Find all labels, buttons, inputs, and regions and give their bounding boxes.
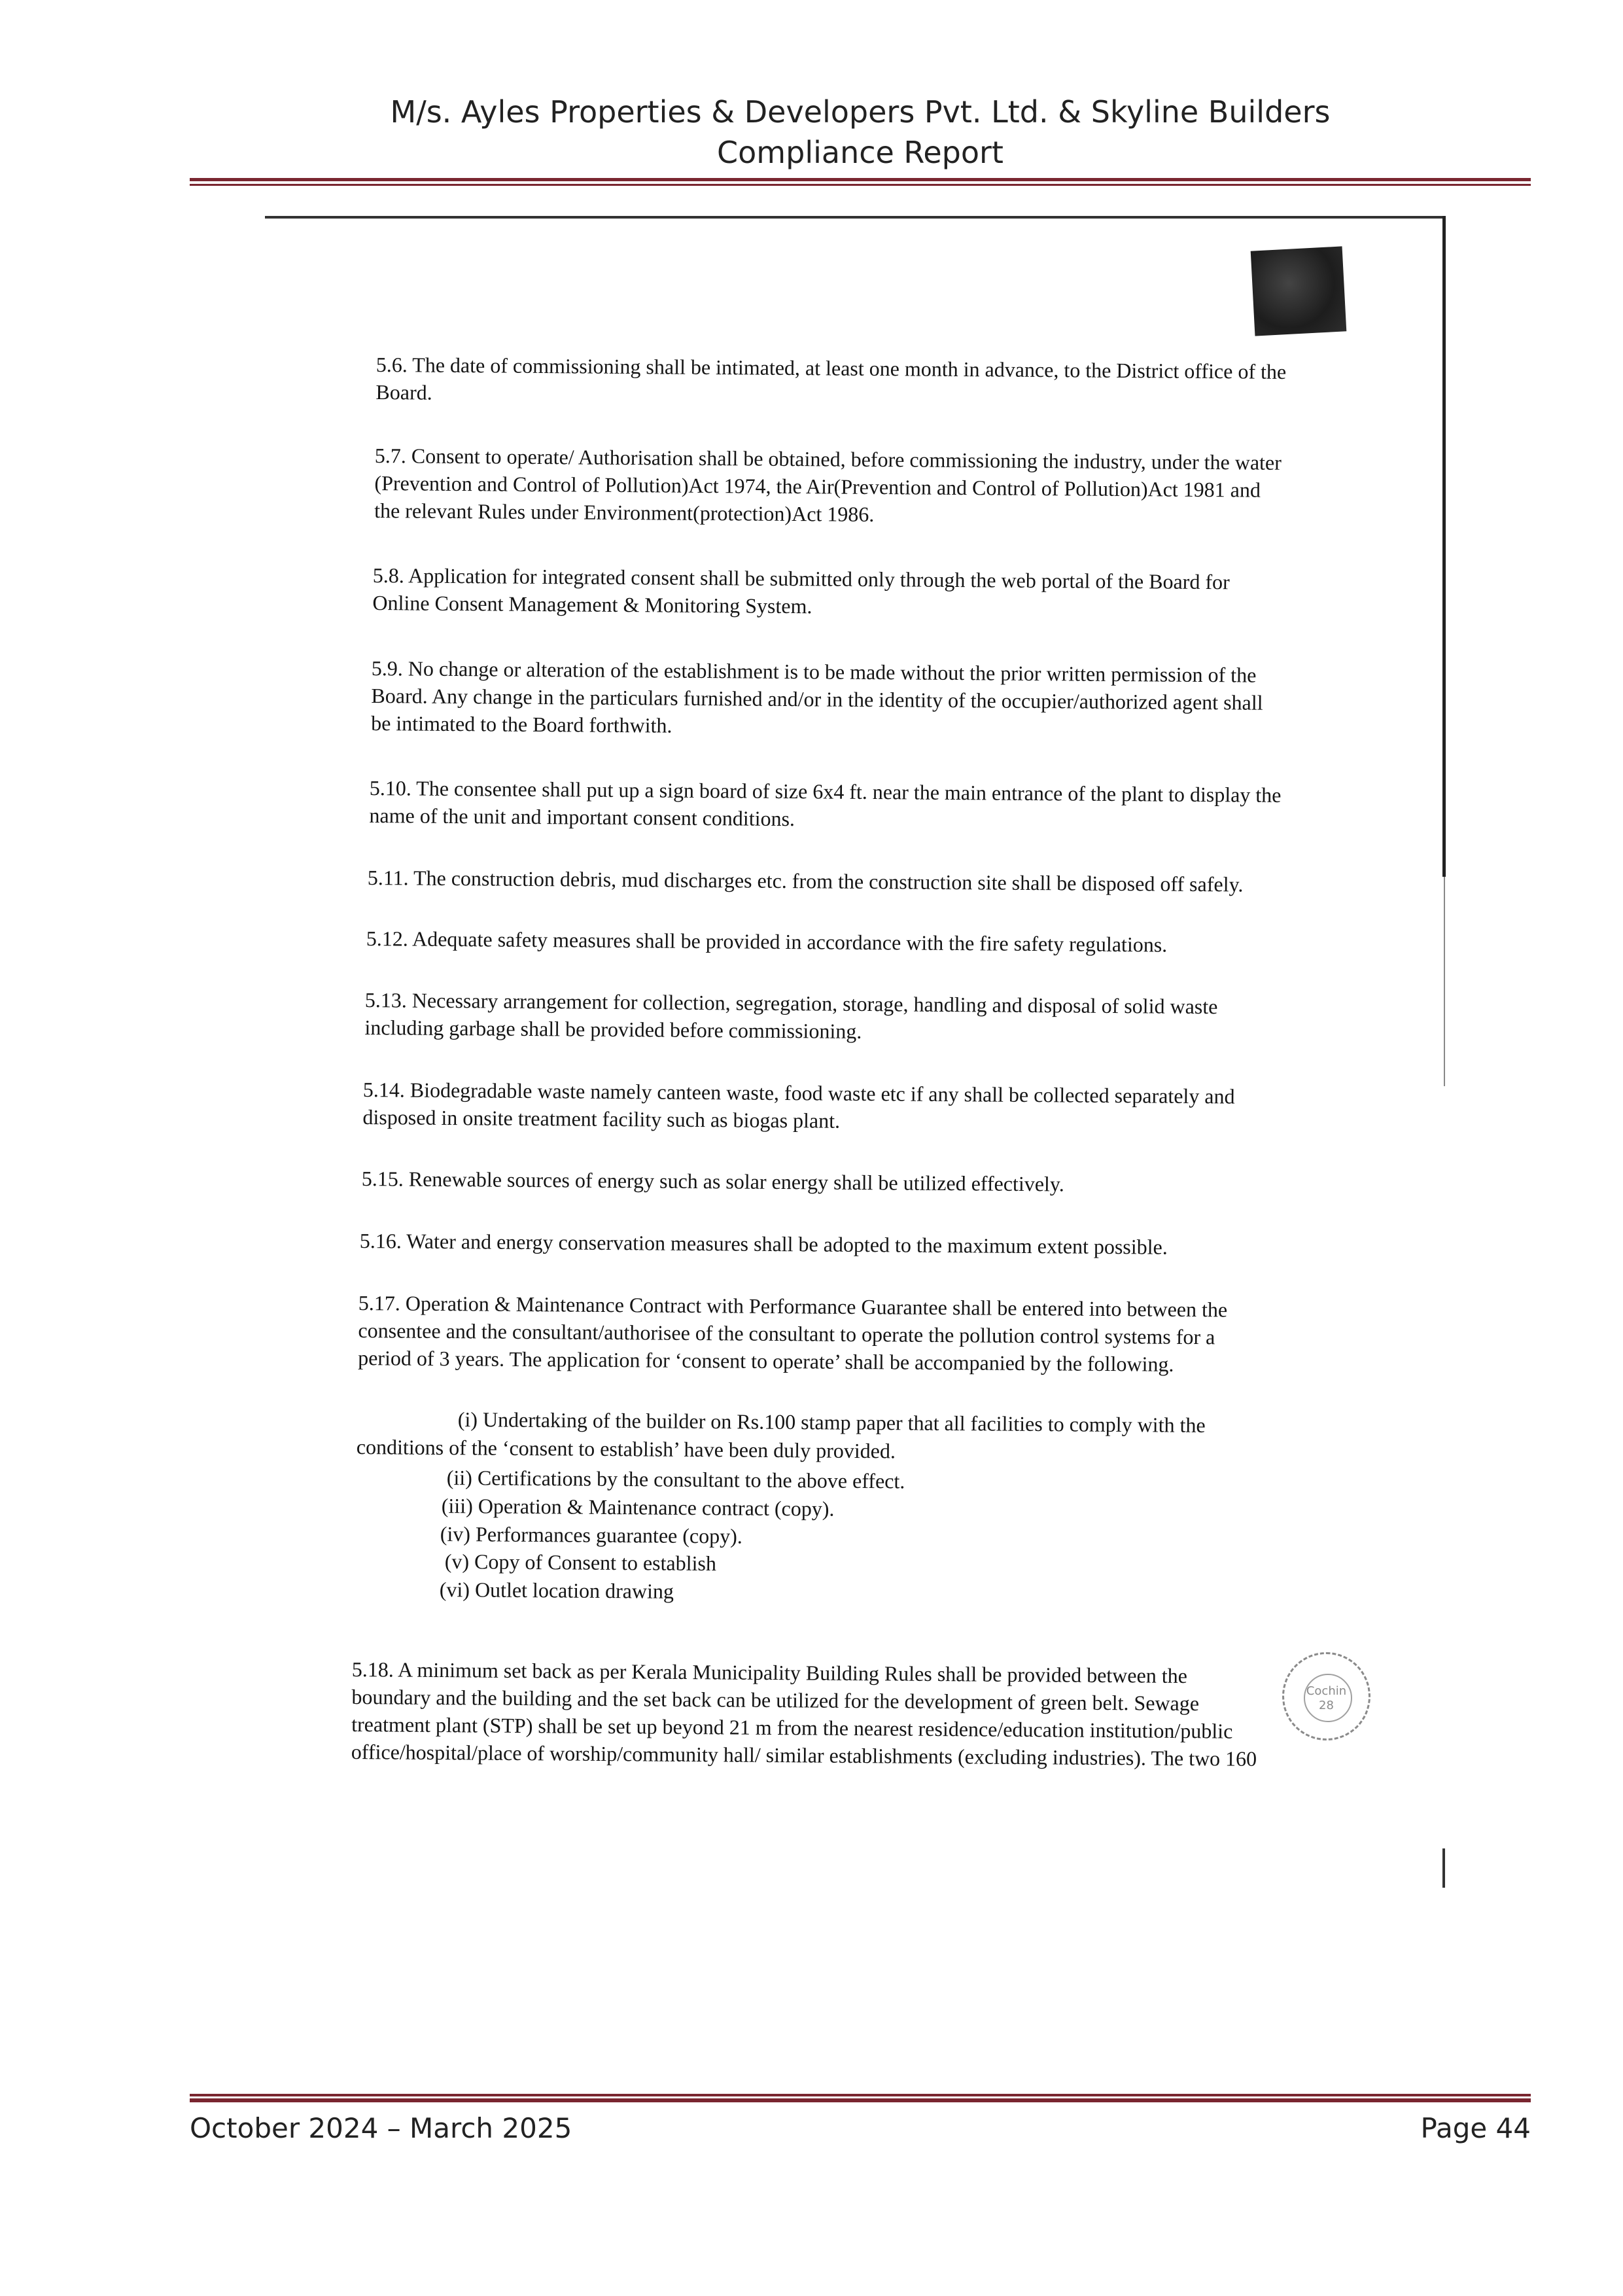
report-title: Compliance Report: [717, 135, 1003, 170]
condition-5-11: 5.11. The construction debris, mud discharges etc. from the construction site shall be disposed off safely.: [367, 865, 1244, 896]
condition-5-17: 5.17. Operation & Maintenance Contract with Performance Guarantee shall be entered into between the consentee and the consultant/authorisee of the consultant to operate the pollution control systems for a period of 3 years. The application for ‘consent to operate’ shall be accompanied by the following.: [358, 1290, 1228, 1376]
condition-5-9: 5.9. No change or alteration of the establishment is to be made without the prior written permission of the Board. Any change in the particulars furnished and/or in the identity of the occupier/authorized agent shall be intimated to the Board forthwith.: [371, 656, 1263, 737]
header-rule-thin: [190, 184, 1531, 186]
condition-5-6: 5.6. The date of commissioning shall be intimated, at least one month in advance, to the District office of the Board.: [375, 352, 1287, 404]
report-header: [190, 92, 1531, 173]
scan-border-right-faint: [1444, 877, 1445, 1086]
scanned-page: [265, 216, 1452, 1930]
condition-5-16: 5.16. Water and energy conservation measures shall be adopted to the maximum extent possible.: [359, 1228, 1168, 1259]
page-number: Page 44: [1420, 2112, 1531, 2144]
sub-item-iii: (iii) Operation & Maintenance contract (copy).: [441, 1494, 835, 1521]
pollution-board-stamp: Cochin 28: [1282, 1652, 1370, 1740]
header-rule-thick: [190, 178, 1531, 181]
sub-item-iv: (iv) Performances guarantee (copy).: [440, 1522, 742, 1548]
scan-border-right: [1442, 216, 1446, 877]
condition-5-8: 5.8. Application for integrated consent shall be submitted only through the web portal of the Board for Online Consent Management & Monitoring System.: [372, 563, 1230, 618]
sub-item-i: (i) Undertaking of the builder on Rs.100 stamp paper that all facilities to comply with the: [457, 1407, 1206, 1437]
condition-5-15: 5.15. Renewable sources of energy such as solar energy shall be utilized effectively.: [361, 1166, 1064, 1196]
condition-5-12: 5.12. Adequate safety measures shall be provided in accordance with the fire safety regulations.: [366, 926, 1168, 957]
condition-5-10: 5.10. The consentee shall put up a sign board of size 6x4 ft. near the main entrance of the plant to display the name of the unit and important consent conditions.: [369, 775, 1282, 831]
sub-item-ii: (ii) Certifications by the consultant to the above effect.: [446, 1466, 905, 1493]
sub-item-v: (v) Copy of Consent to establish: [444, 1549, 717, 1576]
condition-5-14: 5.14. Biodegradable waste namely canteen waste, food waste etc if any shall be collected separately and disposed in onsite treatment facility such as biogas plant.: [362, 1077, 1235, 1133]
footer-rule-thick: [190, 2098, 1531, 2102]
company-title: M/s. Ayles Properties & Developers Pvt. Ltd. & Skyline Builders: [390, 94, 1331, 130]
sub-item-i-continued: conditions of the ‘consent to establish’ have been duly provided.: [356, 1435, 896, 1463]
scan-border-tick: [1442, 1848, 1445, 1888]
condition-5-18: 5.18. A minimum set back as per Kerala Municipality Building Rules shall be provided between the boundary and the building and the set back can be utilized for the development of green belt. Sewage treatment plant (STP) shall be set up beyond 21 m from the nearest residence/education institution/public office/hospital/place of worship/community hall/ similar establishments (excluding industries). The two 160: [351, 1657, 1257, 1771]
sub-item-vi: (vi) Outlet location drawing: [439, 1578, 674, 1603]
condition-5-7: 5.7. Consent to operate/ Authorisation shall be obtained, before commissioning the industry, under the water (Prevention and Control of Pollution)Act 1974, the Air(Prevention and Control of Pollution)Act 1981 and the relevant Rules under Environment(protection)Act 1986.: [374, 443, 1282, 526]
condition-5-13: 5.13. Necessary arrangement for collection, segregation, storage, handling and disposal of solid waste including garbage shall be provided before commissioning.: [364, 987, 1218, 1043]
scan-border-top: [265, 216, 1442, 219]
report-period: October 2024 – March 2025: [190, 2112, 572, 2144]
footer-rule-thin: [190, 2094, 1531, 2096]
scan-mark: [1251, 246, 1347, 336]
